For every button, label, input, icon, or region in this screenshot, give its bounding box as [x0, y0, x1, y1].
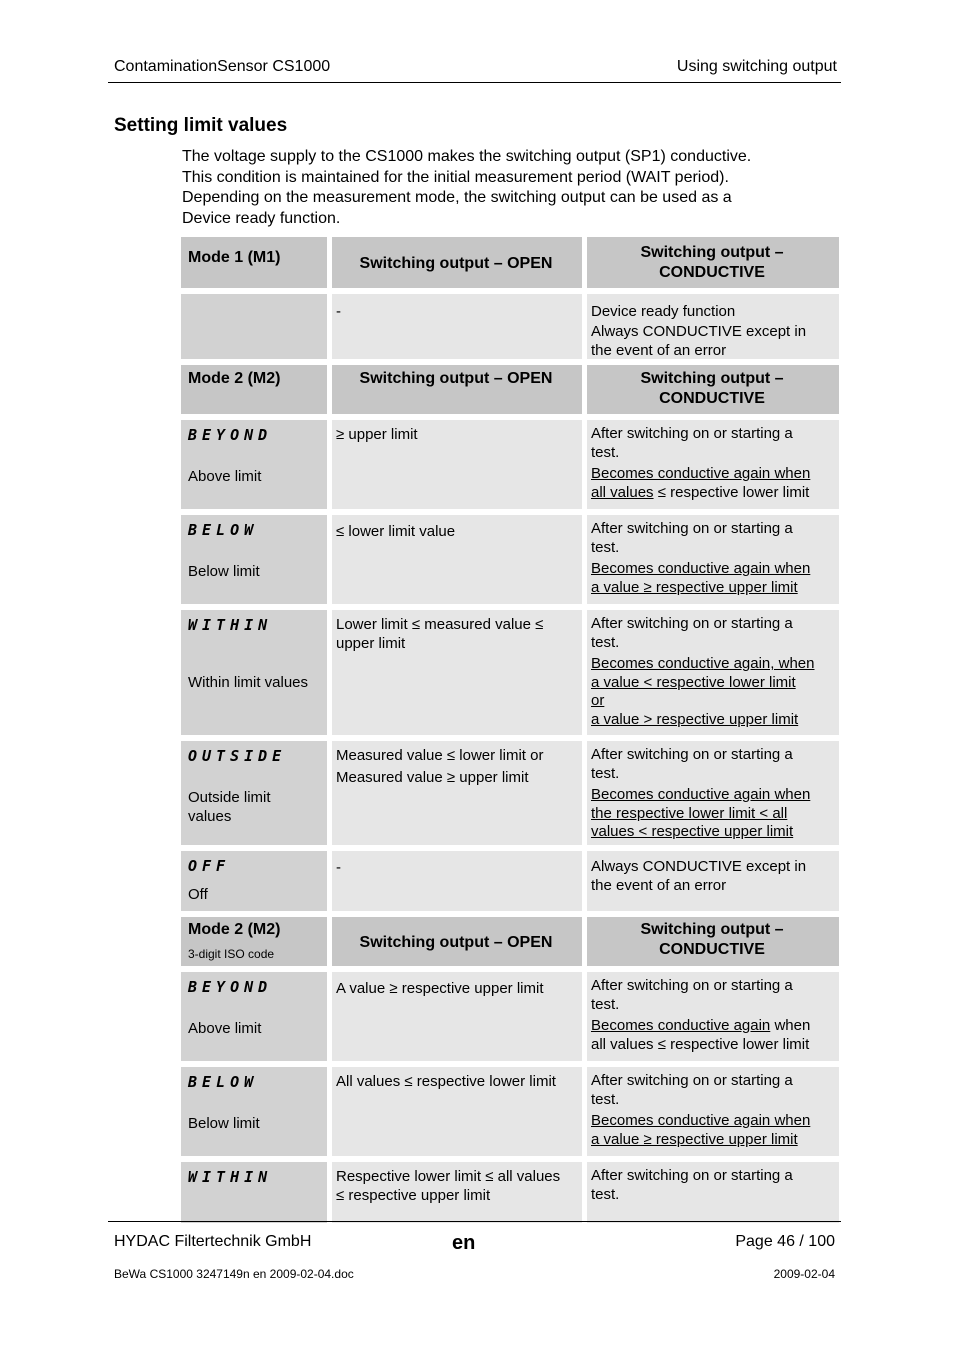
open-cell [331, 1161, 582, 1223]
cell-line: Becomes conductive again when [591, 1112, 811, 1129]
intro-line: This condition is maintained for the initial measurement period (WAIT period). [182, 168, 729, 186]
conductive-cell [586, 1066, 839, 1156]
open-header: Switching output – OPEN [331, 916, 582, 966]
cell-line: upper limit [336, 635, 406, 652]
mode-cell [180, 740, 327, 845]
conductive-header-line: Switching output – [640, 370, 784, 387]
table-header-row [180, 916, 840, 966]
cell-line: After switching on or starting a [591, 746, 793, 763]
lcd-display-text: WITHIN [188, 616, 273, 634]
footer-company: HYDAC Filtertechnik GmbH [114, 1233, 312, 1250]
cell-line: ≤ respective upper limit [336, 1187, 491, 1204]
mode-header [180, 916, 327, 966]
mode-cell [180, 1161, 327, 1223]
conductive-header-line: CONDUCTIVE [659, 390, 765, 407]
cell-line: a value ≥ respective upper limit [591, 578, 798, 596]
underlined-text: Becomes conductive again [591, 1017, 771, 1034]
limit-values-table [180, 236, 840, 1228]
header-title: ContaminationSensor CS1000 [114, 58, 331, 75]
conductive-header-line: CONDUCTIVE [659, 941, 765, 958]
conductive-header [586, 236, 839, 288]
cell-line: After switching on or starting a [591, 425, 793, 442]
mode-cell [180, 850, 327, 911]
cell-line: Device ready function [591, 303, 736, 320]
cell-line: Measured value ≤ lower limit or [336, 747, 544, 764]
footer-page-number: Page 46 / 100 [735, 1233, 835, 1250]
open-header: Switching output – OPEN [331, 364, 582, 414]
table-row [180, 609, 840, 735]
mode-label: values [188, 808, 232, 825]
intro-paragraph [182, 147, 832, 229]
cell-line: test. [591, 1090, 620, 1108]
mode-cell [180, 293, 327, 359]
mode-label: Above limit [188, 1020, 262, 1037]
open-cell: A value ≥ respective upper limit [331, 971, 582, 1061]
cell-line: Becomes conductive again, when [591, 655, 815, 672]
lcd-display-text: BELOW [188, 1073, 259, 1091]
cell-line: Becomes conductive again when [591, 560, 811, 577]
plain-text: respective lower limit [670, 483, 810, 501]
footer-date: 2009-02-04 [773, 1267, 835, 1281]
cell-line [591, 1017, 833, 1036]
open-header: Switching output – OPEN [331, 236, 582, 288]
table-row [180, 419, 840, 509]
plain-text: ≤ [653, 483, 671, 501]
cell-line: After switching on or starting a [591, 615, 793, 632]
cell-line: values < respective upper limit [591, 823, 794, 840]
cell-line: a value < respective lower limit [591, 673, 796, 691]
open-cell [331, 609, 582, 735]
conductive-header [586, 364, 839, 414]
mode-header: Mode 2 (M2) [180, 364, 327, 414]
conductive-cell [586, 850, 839, 911]
table-row [180, 514, 840, 604]
intro-line: Device ready function. [182, 209, 341, 227]
footer-document-name: BeWa CS1000 3247149n en 2009-02-04.doc [114, 1267, 354, 1281]
conductive-cell [586, 971, 839, 1061]
table-row [180, 1066, 840, 1156]
cell-line: test. [591, 764, 620, 782]
cell-line: a value > respective upper limit [591, 710, 799, 728]
mode-label: Within limit values [188, 674, 309, 691]
table-row [180, 740, 840, 845]
cell-line: test. [591, 443, 620, 461]
cell-line: all values ≤ respective lower limit [591, 1035, 810, 1053]
cell-line: test. [591, 1185, 620, 1203]
conductive-cell [586, 740, 839, 845]
open-cell: ≤ lower limit value [331, 514, 582, 604]
cell-line: After switching on or starting a [591, 1072, 793, 1089]
mode-cell [180, 609, 327, 735]
conductive-cell [586, 609, 839, 735]
lcd-display-text: OUTSIDE [188, 747, 287, 765]
cell-line: the respective lower limit < all [591, 804, 788, 822]
cell-line: a value ≥ respective upper limit [591, 1130, 798, 1148]
cell-line: After switching on or starting a [591, 977, 793, 994]
mode-label: Below limit [188, 1115, 260, 1132]
table-row [180, 293, 840, 359]
cell-line: test. [591, 995, 620, 1013]
open-cell: - [331, 293, 582, 359]
lcd-display-text: WITHIN [188, 1168, 273, 1186]
cell-line: Becomes conductive again when [591, 465, 811, 482]
cell-line: Lower limit ≤ measured value ≤ [336, 616, 544, 633]
conductive-cell [586, 1161, 839, 1223]
table-row [180, 850, 840, 911]
cell-line: Always CONDUCTIVE except in [591, 323, 807, 340]
cell-line: Measured value ≥ upper limit [336, 769, 529, 786]
mode-label: Above limit [188, 468, 262, 485]
mode-label: Outside limit [188, 789, 271, 806]
cell-line: test. [591, 633, 620, 651]
lcd-display-text: BEYOND [188, 978, 273, 996]
mode-cell [180, 1066, 327, 1156]
mode-label: Off [188, 886, 208, 903]
conductive-header-line: CONDUCTIVE [659, 264, 765, 281]
footer-language: en [452, 1232, 476, 1254]
cell-line: the event of an error [591, 342, 727, 359]
mode-header-label: Mode 2 (M2) [188, 921, 281, 938]
header-rule [108, 82, 841, 83]
conductive-header-line: Switching output – [640, 921, 784, 938]
lcd-display-text: BELOW [188, 521, 259, 539]
cell-line: Becomes conductive again when [591, 786, 811, 803]
table-row [180, 971, 840, 1061]
conductive-header [586, 916, 839, 966]
table-header-row [180, 364, 840, 414]
open-cell: All values ≤ respective lower limit [331, 1066, 582, 1156]
cell-line: Respective lower limit ≤ all values [336, 1168, 561, 1185]
section-title: Setting limit values [114, 115, 288, 136]
lcd-display-text: BEYOND [188, 426, 273, 444]
conductive-cell [586, 293, 839, 359]
conductive-cell [586, 419, 839, 509]
cell-line: After switching on or starting a [591, 520, 793, 537]
cell-line: After switching on or starting a [591, 1167, 793, 1184]
intro-line: Depending on the measurement mode, the switching output can be used as a [182, 189, 732, 206]
cell-line: test. [591, 538, 620, 556]
cell-line: Always CONDUCTIVE except in [591, 858, 807, 875]
mode-label: Below limit [188, 563, 260, 580]
mode-cell [180, 971, 327, 1061]
cell-line: the event of an error [591, 876, 727, 894]
open-cell: - [331, 850, 582, 911]
mode-header-sub: 3-digit ISO code [188, 947, 275, 961]
plain-text: when [770, 1017, 811, 1034]
table-header-row [180, 236, 840, 288]
lcd-display-text: OFF [188, 857, 231, 875]
cell-line: or [591, 692, 605, 709]
mode-cell [180, 514, 327, 604]
underlined-text: all values [591, 483, 654, 501]
open-cell: ≥ upper limit [331, 419, 582, 509]
mode-cell [180, 419, 327, 509]
conductive-cell [586, 514, 839, 604]
cell-line [591, 484, 833, 503]
header-section: Using switching output [676, 58, 837, 75]
conductive-header-line: Switching output – [640, 244, 784, 261]
table-row [180, 1161, 840, 1223]
intro-line: The voltage supply to the CS1000 makes the switching output (SP1) conductive. [182, 148, 752, 165]
open-cell [331, 740, 582, 845]
footer-rule [108, 1221, 841, 1222]
mode-header: Mode 1 (M1) [180, 236, 327, 288]
